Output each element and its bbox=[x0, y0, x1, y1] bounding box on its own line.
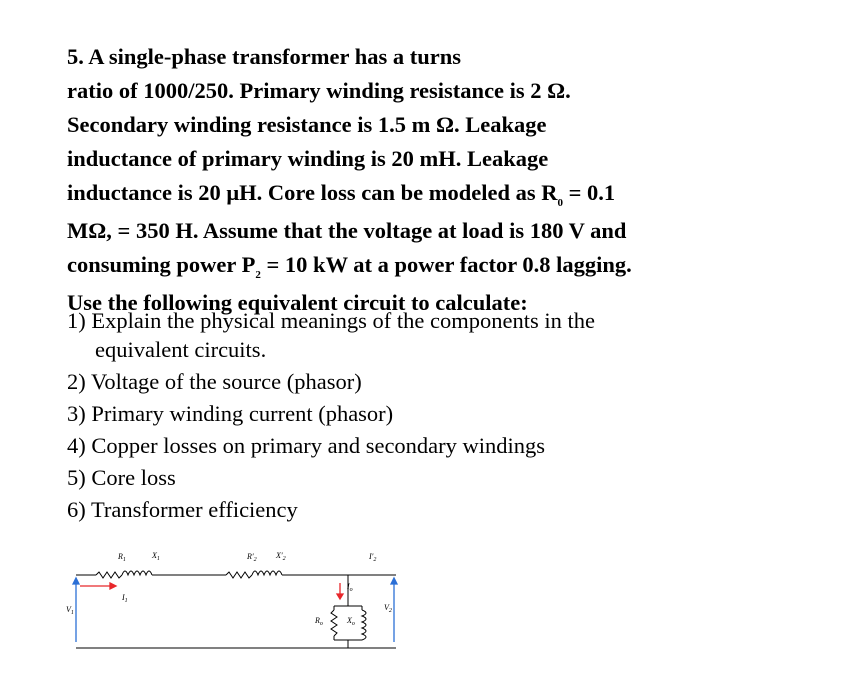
task-item: 4) Copper losses on primary and secondary windings bbox=[67, 433, 546, 458]
svg-text:R1: $R_1$ bbox=[118, 552, 126, 563]
x2-inductor bbox=[252, 571, 282, 575]
problem-line: consuming power $P_2 = 10$ kW at a power factor 0.8 lagging. bbox=[67, 252, 632, 281]
problem-statement bbox=[67, 40, 807, 320]
xo-inductor bbox=[362, 610, 366, 640]
problem-line: Use the following equivalent circuit to calculate: bbox=[67, 290, 528, 315]
svg-text:I1: $I_1$ bbox=[122, 593, 128, 604]
equivalent-circuit-diagram bbox=[64, 548, 424, 666]
svg-text:V1: $V_1$ bbox=[66, 605, 74, 616]
problem-line: Secondary winding resistance is 1.5 m Ω. Leakage bbox=[67, 112, 547, 137]
task-item: 2) Voltage of the source (phasor) bbox=[67, 369, 362, 394]
problem-line: inductance is 20 μH. Core loss can be modeled as $R_0 = 0.1$ bbox=[67, 180, 616, 209]
svg-text:Ro: $R_o$ bbox=[315, 616, 323, 627]
r2-resistor bbox=[226, 572, 252, 578]
svg-text:I′2: $I'_2$ bbox=[369, 552, 377, 563]
problem-line: inductance of primary winding is 20 mH. Leakage bbox=[67, 146, 549, 171]
svg-text:X′2: $X'_2$ bbox=[276, 551, 286, 562]
task-list bbox=[67, 306, 807, 527]
task-item: 3) Primary winding current (phasor) bbox=[67, 401, 394, 426]
ro-resistor bbox=[331, 610, 337, 636]
task-item: 6) Transformer efficiency bbox=[67, 497, 298, 522]
svg-text:X1: $X_1$ bbox=[152, 551, 160, 562]
r1-resistor bbox=[96, 572, 122, 578]
svg-text:V2: $V_2$ bbox=[384, 603, 392, 614]
problem-line: 5. A single-phase transformer has a turns bbox=[67, 44, 461, 69]
task-item: 1) Explain the physical meanings of the components in the equivalent circuits. bbox=[67, 308, 596, 362]
svg-text:Io: $I_o$ bbox=[347, 582, 353, 593]
task-item: 5) Core loss bbox=[67, 465, 176, 490]
subscript: 0 bbox=[557, 197, 563, 209]
svg-text:Xo: $X_o$ bbox=[347, 616, 355, 627]
problem-line: MΩ, = 350 H. Assume that the voltage at load is 180 V and bbox=[67, 218, 627, 243]
subscript: 2 bbox=[255, 269, 261, 281]
svg-text:R′2: $R'_2$ bbox=[247, 552, 257, 563]
problem-line: ratio of 1000/250. Primary winding resistance is 2 Ω. bbox=[67, 78, 571, 103]
x1-inductor bbox=[122, 571, 152, 575]
